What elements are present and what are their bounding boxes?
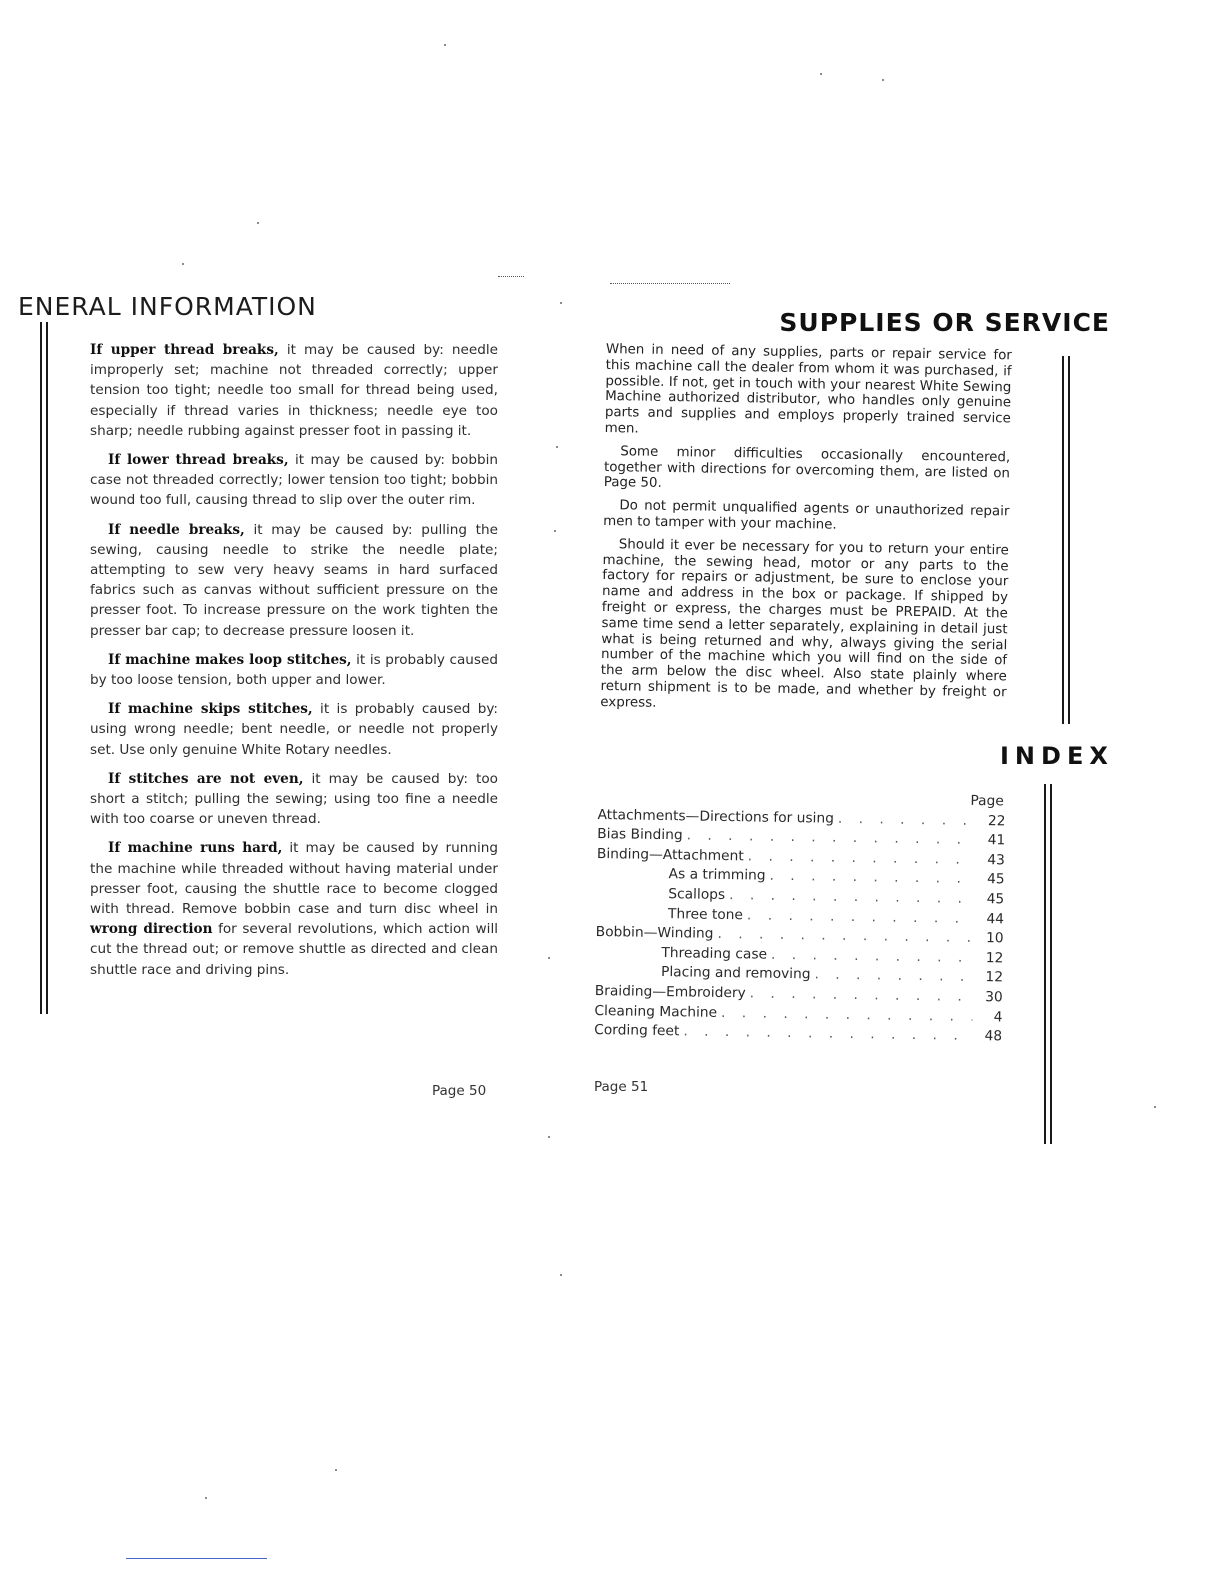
index-entry: Braiding—Embroidery . . . 30 (595, 982, 1003, 1008)
paragraph-lead: If machine runs hard, (108, 840, 283, 857)
scan-speck (556, 446, 558, 448)
index-title: INDEX (1000, 742, 1114, 770)
paragraph: Some minor difficulties occasionally encountered, together with directions for overcoming them, are listed on Page 50. (603, 444, 1011, 492)
paragraph: If machine skips stitches, it is probably caused by: using wrong needle; bent needle, or needle not properly set. Use only genuine White Rotary needles. (90, 701, 498, 758)
left-page-number: Page 50 (432, 1083, 487, 1099)
index-page-header: Page (970, 792, 1004, 810)
scan-speck (548, 957, 550, 959)
paragraph: If lower thread breaks, it may be caused by: bobbin case not threaded correctly; lower tension too tight; bobbin wound too full, causing thread to slip over the outer rim. (90, 452, 498, 509)
scan-speck (1154, 1106, 1156, 1108)
left-margin-rule (40, 322, 42, 1014)
right-page-title: SUPPLIES OR SERVICE (779, 308, 1110, 337)
index-subentry: Scallops . . . 45 (596, 884, 1004, 910)
paragraph: If machine runs hard, it may be caused by running the machine while threaded without having material under presser foot, causing the shuttle race to become clogged with thread. Remove bobbin case and turn disc wheel in wrong direction for several revolutions, which action will cut the thread out; or remove shuttle as directed and clean shuttle race and driving pins. (90, 840, 498, 978)
scan-speck (257, 222, 259, 224)
scan-speck (560, 302, 562, 304)
scan-speck (882, 79, 884, 81)
emphasis: wrong direction (90, 921, 213, 938)
right-page-number: Page 51 (594, 1079, 649, 1095)
scan-speck (335, 1469, 337, 1471)
index-margin-rule-inner (1050, 784, 1052, 1144)
paragraph-lead: If machine makes loop stitches, (108, 651, 352, 668)
scan-dotted-line (498, 276, 524, 278)
supplies-service-text (600, 342, 1012, 724)
scan-speck (182, 263, 184, 265)
index-subentry: Placing and removing . . . 12 (595, 962, 1003, 988)
paragraph-lead: If lower thread breaks, (108, 452, 289, 469)
scan-speck (548, 1136, 550, 1138)
right-margin-rule-inner (1068, 356, 1070, 724)
scan-speck (820, 73, 822, 75)
index-entry: Cleaning Machine . . . 4 (594, 1002, 1002, 1028)
scan-dotted-line (610, 283, 730, 285)
paragraph-lead: If machine skips stitches, (108, 701, 313, 718)
index-entry: Binding—Attachment . . . 43 (597, 845, 1005, 871)
paragraph: If upper thread breaks, it may be caused by: needle improperly set; machine not threaded correctly; upper tension too tight; needle too small for thread being used, especially if thread varies in thickness; needle eye too sharp; needle rubbing against presser foot in passing it. (90, 342, 499, 439)
index-subentry: As a trimming . . . 45 (596, 864, 1004, 890)
right-margin-rule (1062, 356, 1064, 724)
paragraph: If machine makes loop stitches, it is probably caused by too loose tension, both upper and lower. (90, 651, 498, 689)
paragraph: If stitches are not even, it may be caused by: too short a stitch; pulling the sewing; using too fine a needle with too coarse or uneven thread. (90, 770, 498, 828)
left-troubleshooting-text (90, 340, 498, 989)
index-list (594, 786, 1006, 1047)
index-entry: Bias Binding . . . 41 (597, 825, 1005, 851)
paragraph: Should it ever be necessary for you to return your entire machine, the sewing head, motor or any parts to the factory for repairs or adjustment, be sure to enclose your name and address in the box or package. If shipped by freight or express, the charges must be PREPAID. At the same time send a letter separately, explaining in detail just what is being returned and why, always giving the serial number of the machine which you will find on the side of the arm below the disc wheel. Also state plainly where return shipment is to be made, and whether by freight or express. (600, 536, 1009, 711)
left-page-title: ENERAL INFORMATION (18, 292, 317, 321)
paragraph-lead: If needle breaks, (108, 521, 245, 538)
paragraph: Do not permit unqualified agents or unauthorized repair men to tamper with your machine. (603, 498, 1010, 533)
index-margin-rule (1044, 784, 1046, 1144)
index-entry: Bobbin—Winding . . . 10 (596, 923, 1004, 949)
index-subentry: Three tone . . . 44 (596, 904, 1004, 930)
scan-speck (205, 1497, 207, 1499)
paragraph: If needle breaks, it may be caused by: pulling the sewing, causing needle to strike the needle plate; attempting to sew very heavy seams in hard surfaced fabrics such as canvas without sufficient pressure on the presser foot. To increase pressure on the work tighten the presser bar cap; to decrease pressure loosen it. (90, 521, 498, 639)
index-subentry: Threading case . . . 12 (595, 943, 1003, 969)
left-margin-rule-inner (46, 322, 48, 1014)
index-entry: Cording feet . . . 48 (594, 1021, 1002, 1047)
paragraph-lead: If stitches are not even, (108, 770, 304, 787)
scan-speck (554, 530, 556, 532)
scan-speck (560, 1274, 562, 1276)
scan-speck (444, 44, 446, 46)
index-entry: Attachments—Directions for using . . . 22 (597, 806, 1005, 832)
paragraph: When in need of any supplies, parts or repair service for this machine call the dealer from whom it was purchased, if possible. If not, get in touch with your nearest White Sewing Machine authorized distributor, who handles only genuine parts and supplies and employs properly trained service men. (604, 342, 1012, 437)
paragraph-lead: If upper thread breaks, (90, 342, 279, 358)
scan-blue-rule (126, 1558, 267, 1559)
